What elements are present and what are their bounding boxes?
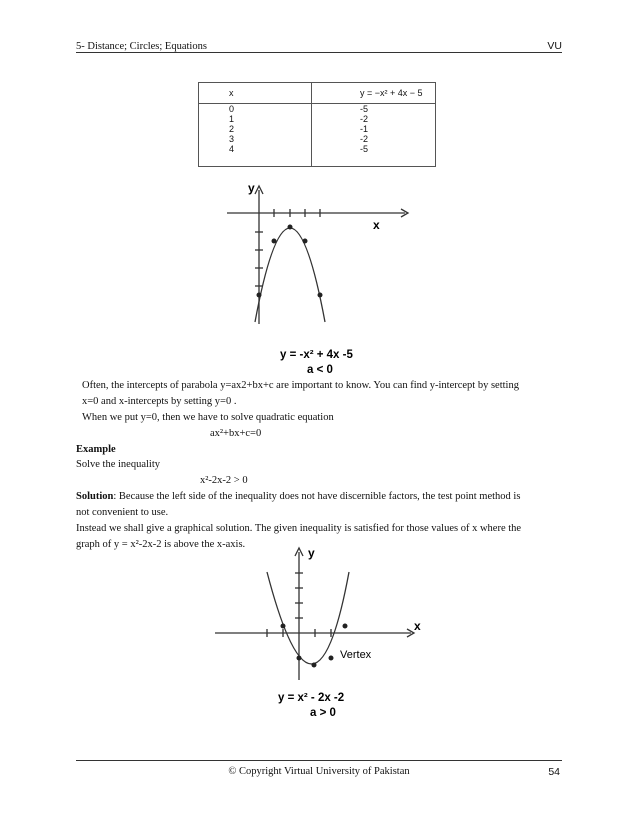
table-cell-y: -5	[360, 144, 369, 154]
table-cell-y: -1	[360, 124, 369, 134]
footer-rule	[76, 760, 562, 761]
table-cell-x: 3	[229, 134, 235, 144]
x-axis-label: x	[414, 619, 421, 633]
vertex-label: Vertex	[340, 649, 372, 661]
data-point	[281, 624, 286, 629]
footer-page-number: 54	[548, 766, 560, 778]
graph-upward-parabola	[205, 540, 435, 720]
solution-text: : Because the left side of the inequality does not have discernible factors, the test point method is	[113, 491, 521, 502]
parabola-curve	[267, 572, 349, 664]
header-title: 5- Distance; Circles; Equations	[76, 41, 207, 52]
vertex-point	[288, 225, 293, 230]
example-heading: Example	[76, 444, 116, 455]
graph-equation: y = x² - 2x -2	[278, 692, 345, 704]
x-axis-label: x	[373, 218, 380, 232]
table-cell-y: -2	[360, 114, 369, 124]
vertex-point	[312, 663, 317, 668]
solution-line2: not convenient to use.	[76, 507, 169, 518]
solution-label: Solution	[76, 491, 114, 502]
paragraph-graphical-line2: graph of y = x²-2x-2 is above the x-axis.	[76, 539, 246, 550]
data-point	[272, 239, 277, 244]
table-cell-x: 1	[229, 114, 235, 124]
table-header-row	[199, 83, 436, 104]
footer-copyright: © Copyright Virtual University of Pakistan	[228, 766, 410, 777]
y-axis-label: y	[308, 546, 315, 560]
table-header-x: x	[199, 83, 312, 104]
data-point	[303, 239, 308, 244]
data-point	[318, 293, 323, 298]
data-point	[343, 624, 348, 629]
values-table	[198, 82, 436, 167]
table-cell-x: 0	[229, 104, 235, 114]
table-cell-x: 2	[229, 124, 235, 134]
table-cell-y: -2	[360, 134, 369, 144]
table-header-y: y = −x² + 4x − 5	[312, 83, 436, 104]
example-text: Solve the inequality	[76, 459, 160, 470]
inequality: x²-2x-2 > 0	[200, 475, 248, 486]
graph-condition: a < 0	[307, 364, 333, 376]
graph-condition: a > 0	[310, 707, 336, 719]
table-cell-x-list	[199, 104, 312, 167]
paragraph-quadratic: When we put y=0, then we have to solve quadratic equation	[82, 412, 334, 423]
equation-general: ax²+bx+c=0	[210, 428, 262, 439]
header-brand: VU	[547, 40, 562, 52]
solution-line1	[76, 489, 520, 505]
table-row	[199, 104, 436, 167]
data-point	[257, 293, 262, 298]
table-cell-y-list	[312, 104, 436, 167]
graph-downward-parabola	[215, 172, 425, 377]
table-cell-x: 4	[229, 144, 235, 154]
paragraph-intercepts-line2: x=0 and x-intercepts by setting y=0 .	[82, 396, 237, 407]
y-axis-label: y	[248, 181, 255, 195]
paragraph-graphical-line1: Instead we shall give a graphical solution. The given inequality is satisfied for those values of x where the	[76, 523, 522, 534]
data-point	[297, 656, 302, 661]
parabola-curve	[255, 228, 325, 322]
data-point	[329, 656, 334, 661]
paragraph-intercepts-line1: Often, the intercepts of parabola y=ax2+bx+c are important to know. You can find y-intercept by setting	[82, 380, 519, 391]
header-rule	[76, 52, 562, 53]
graph-equation: y = -x² + 4x -5	[280, 349, 353, 361]
table-cell-y: -5	[360, 104, 369, 114]
